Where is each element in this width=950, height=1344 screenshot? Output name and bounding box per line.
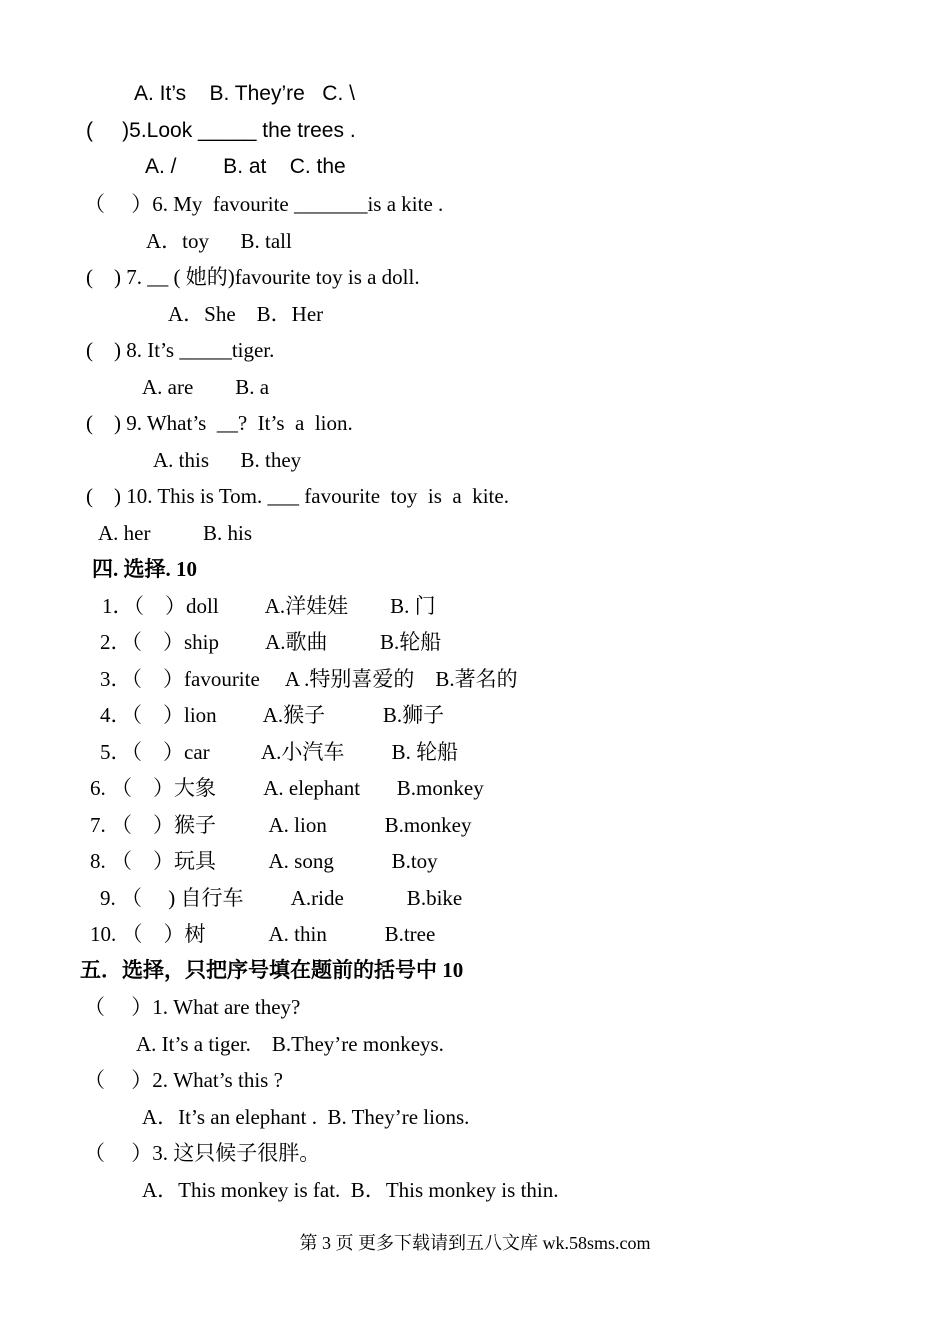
q10-question: ( ) 10. This is Tom. ___ favourite toy is a kite.: [86, 484, 509, 508]
s4-item-5: 5．（ ）car A.小汽车 B. 轮船: [100, 740, 459, 764]
q7-question: ( ) 7. __ ( 她的)favourite toy is a doll.: [86, 265, 420, 289]
q5-options: A. / B. at C. the: [145, 155, 346, 178]
s4-item-10: 10. （ ）树 A. thin B.tree: [90, 922, 436, 946]
q8-question: ( ) 8. It’s _____tiger.: [86, 338, 275, 362]
s4-item-9: 9. （ ) 自行车 A.ride B.bike: [100, 886, 463, 910]
page-footer: 第 3 页 更多下载请到五八文库 wk.58sms.com: [299, 1233, 651, 1253]
q5-question: ( )5.Look _____ the trees .: [86, 119, 356, 142]
q10-options: A. her B. his: [98, 521, 252, 545]
q8-options: A. are B. a: [142, 375, 270, 399]
q6-question: （ ）6. My favourite _______is a kite .: [84, 192, 444, 216]
q6-options: A．toy B. tall: [146, 229, 292, 253]
s5-q1: （ ）1. What are they?: [84, 995, 301, 1019]
s4-item-4: 4．（ ）lion A.猴子 B.狮子: [100, 703, 445, 727]
s5-q1-options: A. It’s a tiger. B.They’re monkeys.: [136, 1032, 444, 1056]
s4-item-7: 7. （ ）猴子 A. lion B.monkey: [90, 813, 472, 837]
q7-options: A．She B．Her: [168, 302, 324, 326]
s4-item-6: 6. （ ）大象 A. elephant B.monkey: [90, 776, 484, 800]
s4-item-2: 2．（ ）ship A.歌曲 B.轮船: [100, 630, 442, 654]
q9-question: ( ) 9. What’s __? It’s a lion.: [86, 411, 353, 435]
section-5-title: 五．选择，只把序号填在题前的括号中 10: [80, 958, 464, 982]
s5-q3: （ ）3. 这只候子很胖。: [84, 1141, 321, 1165]
s5-q3-options: A．This monkey is fat. B．This monkey is thin.: [142, 1178, 559, 1202]
q4-options: A. It’s B. They’re C. \: [134, 82, 355, 105]
s4-item-3: 3．（ ）favourite A .特别喜爱的 B.著名的: [100, 667, 518, 691]
q9-options: A. this B. they: [153, 448, 302, 472]
s5-q2-options: A．It’s an elephant . B. They’re lions.: [142, 1105, 470, 1129]
s4-item-1: 1．（ ）doll A.洋娃娃 B. 门: [102, 594, 436, 618]
section-4-title: 四. 选择. 10: [92, 557, 197, 581]
s4-item-8: 8. （ ）玩具 A. song B.toy: [90, 849, 438, 873]
s5-q2: （ ）2. What’s this ?: [84, 1068, 283, 1092]
